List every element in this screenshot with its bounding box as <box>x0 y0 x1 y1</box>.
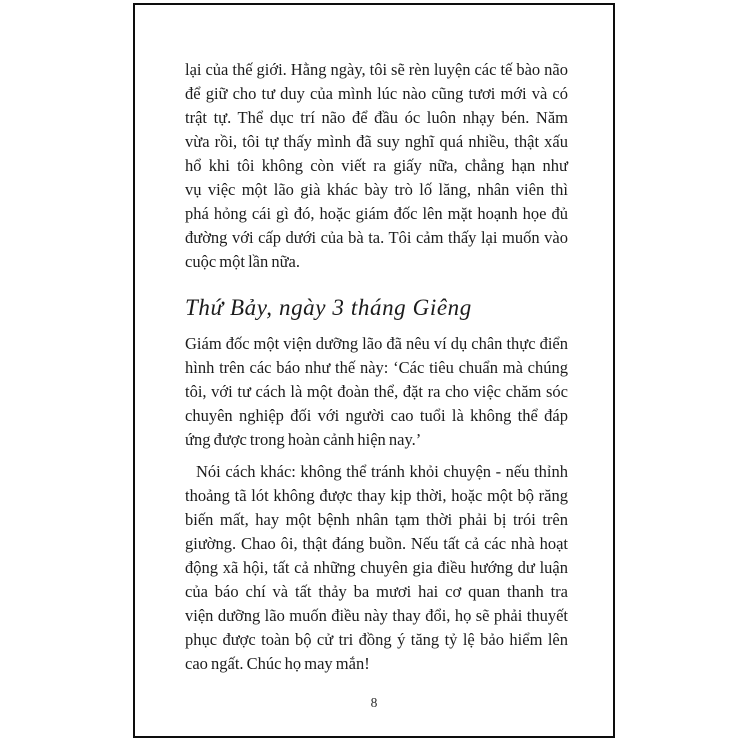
text-line: để giữ cho tư duy của mình lúc nào cũng tươi mới và có <box>185 84 568 103</box>
text-line: biến mất, hay một bệnh nhân tạm thời phải bị trói trên <box>185 510 568 529</box>
text-line: ứng được trong hoàn cảnh hiện nay.’ <box>185 430 422 449</box>
text-line: hổ khi tôi không còn viết ra giấy nữa, chẳng hạn như <box>185 156 568 175</box>
paragraph-continuation <box>185 58 568 274</box>
text-line: phá hỏng cái gì đó, hoặc giám đốc lên mặt hoạnh họe đủ <box>185 204 568 223</box>
text-line: viện dưỡng lão muốn điều này thay đổi, họ sẽ phải thuyết <box>185 606 568 625</box>
text-line: phục được toàn bộ cử tri đồng ý tăng tỷ lệ bảo hiểm lên <box>185 630 568 649</box>
text-line: Giám đốc một viện dưỡng lão đã nêu ví dụ chân thực điển <box>185 334 568 353</box>
text-line: của báo chí và tất thảy ba mươi hai cơ quan thanh tra <box>185 582 568 601</box>
text-line: chuyên nghiệp đối với người cao tuổi là không thể đáp <box>185 406 568 425</box>
text-line: vụ việc một lão già khác bày trò lố lăng, nhân viên thì <box>185 180 568 199</box>
text-line: thoảng tã lót không được thay kịp thời, hoặc một bộ răng <box>185 486 568 505</box>
text-line: động xã hội, tất cả những chuyên gia điều hướng dư luận <box>185 558 568 577</box>
text-line: vừa rồi, tôi tự thấy mình đã suy nghĩ quá nhiều, thật xấu <box>185 132 568 151</box>
paragraph <box>185 332 568 452</box>
text-line: Nói cách khác: không thể tránh khỏi chuyện - nếu thỉnh <box>196 462 568 481</box>
book-page <box>133 3 615 738</box>
text-line: giường. Chao ôi, thật đáng buồn. Nếu tất cả các nhà hoạt <box>185 534 568 553</box>
diary-entry-heading: Thứ Bảy, ngày 3 tháng Giêng <box>185 295 472 320</box>
text-line: đường với cấp dưới của bà ta. Tôi cảm thấy lại muốn vào <box>185 228 568 247</box>
text-line: hình trên các báo như thế này: ‘Các tiêu chuẩn mà chúng <box>185 358 568 377</box>
text-line: cao ngất. Chúc họ may mắn! <box>185 654 370 673</box>
text-line: tôi, với tư cách là một đoàn thể, đặt ra cho việc chăm sóc <box>185 382 568 401</box>
text-line: lại của thế giới. Hằng ngày, tôi sẽ rèn luyện các tế bào não <box>185 60 568 79</box>
text-line: trật tự. Thể dục trí não để đầu óc luôn nhạy bén. Năm <box>185 108 568 127</box>
paragraph <box>185 460 568 676</box>
page-number: 8 <box>370 695 378 710</box>
page-text <box>185 58 568 676</box>
text-line: cuộc một lần nữa. <box>185 252 300 271</box>
